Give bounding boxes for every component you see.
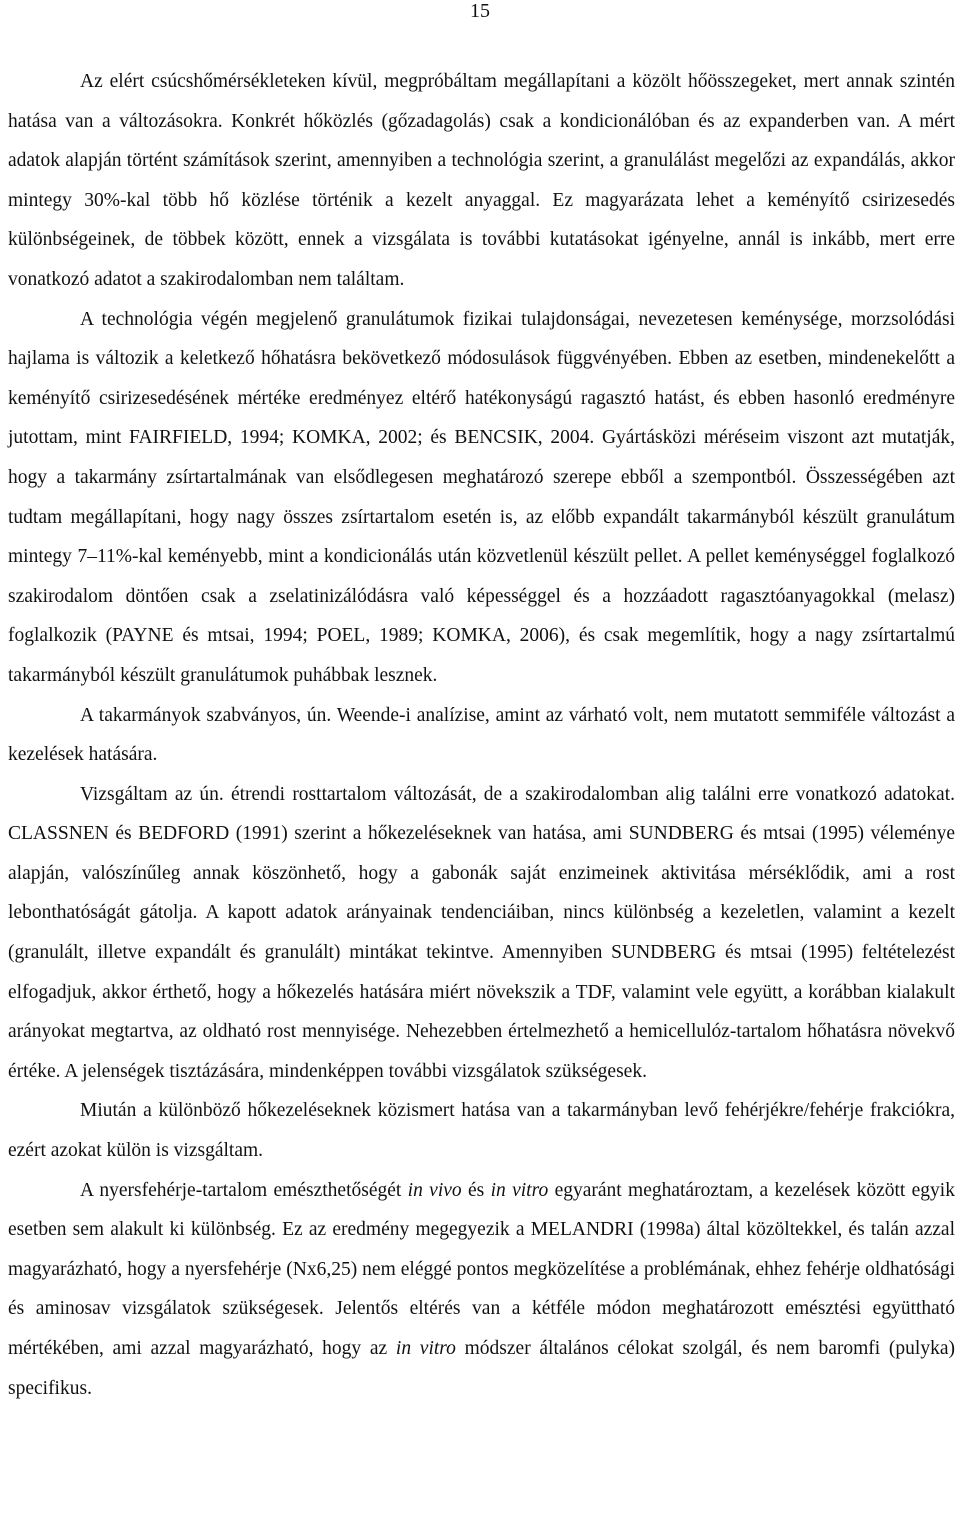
paragraph-text: Az elért csúcshőmérsékleteken kívül, megpróbáltam megállapítani a közölt hőösszegeket, mert annak szintén hatása van a változásokra. Konkrét hőközlés (gőzadagolás) csak a kondicionálóban és az expanderben van. A mért adatok alapján történt számítások szerint, amennyiben a technológia szerint, a granulálást megelőzi az expandálás, akkor mintegy 30%-kal több hő közlése történik a kezelt anyaggal. Ez magyarázata lehet a keményítő csirizesedés különbségeinek, de többek között, ennek a vizsgálata is további kutatásokat igényelne, annál is inkább, mert erre vonatkozó adatot a szakirodalomban nem találtam. xyxy=(8,71,955,290)
paragraph-text: módszer általános célokat szolgál, és nem baromfi (pulyka) specifikus. xyxy=(8,1338,955,1399)
page-number: 15 xyxy=(470,0,490,22)
italic-term: in vivo xyxy=(407,1179,462,1201)
italic-term: in vitro xyxy=(490,1179,549,1201)
italic-term: in vitro xyxy=(395,1338,456,1359)
body-text xyxy=(8,62,955,1408)
paragraph-text: A nyersfehérje-tartalom emészthetőségét xyxy=(80,1179,408,1201)
paragraph-text: Miután a különböző hőkezeléseknek közismert hatása van a takarmányban levő fehérjékre/fehérje frakciókra, ezért azokat külön is vizsgáltam. xyxy=(8,1100,955,1162)
paragraph-weende-analysis xyxy=(8,696,955,775)
paragraph-text: egyaránt meghatároztam, a kezelések között egyik esetben sem alakult ki különbség. Ez az eredmény megegyezik a MELANDRI (1998a) által közöltekkel, és talán azzal magyarázható, hogy a nyersfehérje (Nx6,25) nem eléggé pontos megközelítése a problémának, ehhez fehérje oldhatósági és aminosav vizsgálatok szükségesek. Jelentős eltérés van a kétféle módon meghatározott emésztési együttható mértékében, ami azzal magyarázható, hogy az xyxy=(8,1179,955,1359)
paragraph-text: A technológia végén megjelenő granulátumok fizikai tulajdonságai, nevezetesen keménysége, morzsolódási hajlama is változik a keletkező hőhatásra bekövetkező módosulások függvényében. Ebben az esetben, mindenekelőtt a keményítő csirizesedésének mértéke eredményez eltérő hatékonyságú ragasztó hatást, és ebben hasonló eredményre jutottam, mint FAIRFIELD, 1994; KOMKA, 2002; és BENCSIK, 2004. Gyártásközi méréseim viszont azt mutatják, hogy a takarmány zsírtartalmának van elsődlegesen meghatározó szerepe ebből a szempontból. Összességében azt tudtam megállapítani, hogy nagy összes zsírtartalom esetén is, az előbb expandált takarmányból készült granulátum mintegy 7–11%-kal keményebb, mint a kondicionálás után közvetlenül készült pellet. A pellet keménységgel foglalkozó szakirodalom döntően csak a zselatinizálódásra való képességgel és a hozzáadott ragasztóanyagokkal (melasz) foglalkozik (PAYNE és mtsai, 1994; POEL, 1989; KOMKA, 2006), és csak megemlítik, hogy a nagy zsírtartalmú takarmányból készült granulátumok puhábbak lesznek. xyxy=(8,308,955,686)
paragraph-protein-digestibility xyxy=(8,1171,955,1409)
paragraph-granule-hardness xyxy=(8,300,955,696)
paragraph-protein-fractions xyxy=(8,1091,955,1170)
paragraph-heat-sums xyxy=(8,62,955,300)
paragraph-text: és xyxy=(461,1179,491,1201)
paragraph-text: A takarmányok szabványos, ún. Weende-i analízise, amint az várható volt, nem mutatott semmiféle változást a kezelések hatására. xyxy=(8,704,955,766)
paragraph-text: Vizsgáltam az ún. étrendi rosttartalom változását, de a szakirodalomban alig találni erre vonatkozó adatokat. CLASSNEN és BEDFORD (1991) szerint a hőkezeléseknek van hatása, ami SUNDBERG és mtsai (1995) véleménye alapján, valószínűleg annak köszönhető, hogy a gabonák saját enzimeinek aktivitása mérséklődik, ami a rost lebonthatóságát gátolja. A kapott adatok arányainak tendenciáiban, nincs különbség a kezeletlen, valamint a kezelt (granulált, illetve expandált és granulált) mintákat tekintve. Amennyiben SUNDBERG és mtsai (1995) feltételezést elfogadjuk, akkor érthető, hogy a hőkezelés hatására miért növekszik a TDF, valamint vele együtt, a korábban kialakult arányokat megtartva, az oldható rost mennyisége. Nehezebben értelmezhető a hemicellulóz-tartalom hőhatásra növekvő értéke. A jelenségek tisztázására, mindenképpen további vizsgálatok szükségesek. xyxy=(8,783,955,1082)
paragraph-dietary-fiber xyxy=(8,775,955,1092)
